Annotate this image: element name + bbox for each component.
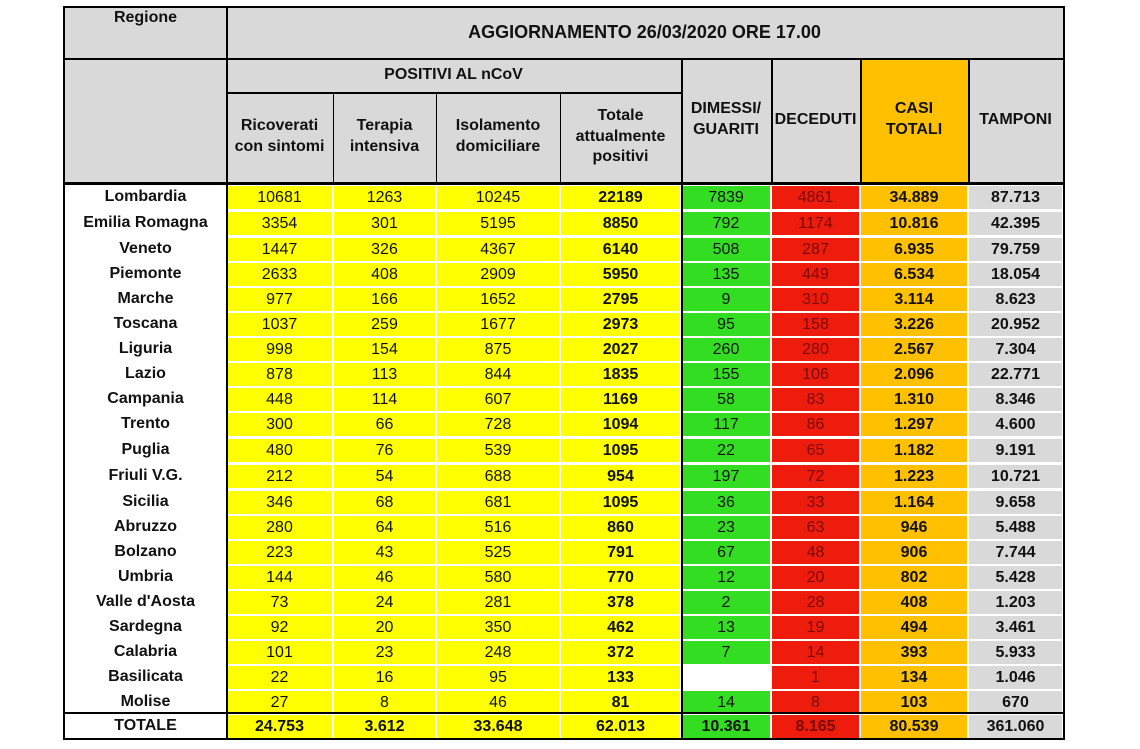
regione-label: Campania (107, 390, 184, 407)
cell-deceduti: 19 (772, 615, 859, 639)
cell-tamponi: 7.744 (969, 540, 1062, 564)
regione-label: Sicilia (122, 493, 169, 510)
cell-isolamento: 33.648 (437, 714, 559, 738)
header-isolamento: Isolamento domiciliare (436, 92, 560, 182)
cell-tamponi: 1.203 (969, 590, 1062, 614)
cell-dimessi: 58 (682, 387, 770, 411)
cell-tamponi: 7.304 (969, 337, 1062, 361)
grid-line (681, 58, 683, 740)
cell-ricoverati: 346 (227, 490, 332, 514)
header-positivi-group: POSITIVI AL nCoV (226, 58, 681, 92)
cell-isolamento: 350 (437, 615, 559, 639)
cell-tamponi: 5.488 (969, 515, 1062, 539)
cell-tamponi: 20.952 (969, 312, 1062, 336)
regione-label: Piemonte (109, 265, 182, 282)
cell-deceduti: 83 (772, 387, 859, 411)
cell-deceduti: 63 (772, 515, 859, 539)
cell-ricoverati: 27 (227, 690, 332, 714)
cell-isolamento: 516 (437, 515, 559, 539)
cell-totale-positivi: 1169 (561, 387, 680, 411)
grid-line (65, 58, 1063, 60)
cell-isolamento: 539 (437, 438, 559, 462)
cell-casi-totali: 34.889 (861, 185, 967, 209)
cell-terapia: 16 (334, 665, 435, 689)
cell-totale-positivi: 462 (561, 615, 680, 639)
cell-deceduti: 65 (772, 438, 859, 462)
cell-casi-totali: 408 (861, 590, 967, 614)
cell-tamponi: 9.191 (969, 438, 1062, 462)
cell-tamponi: 79.759 (969, 237, 1062, 261)
cell-dimessi: 197 (682, 464, 770, 488)
cell-tamponi: 670 (969, 690, 1062, 714)
regione-label: Calabria (113, 643, 178, 660)
cell-totale-positivi: 2795 (561, 287, 680, 311)
cell-ricoverati: 3354 (227, 211, 332, 235)
cell-terapia: 43 (334, 540, 435, 564)
regione-label: Liguria (118, 340, 173, 357)
grid-line (968, 58, 970, 182)
cell-isolamento: 5195 (437, 211, 559, 235)
cell-isolamento: 525 (437, 540, 559, 564)
cell-totale-positivi: 8850 (561, 211, 680, 235)
regione-label: Lazio (125, 365, 166, 382)
cell-deceduti: 287 (772, 237, 859, 261)
cell-totale-positivi: 1835 (561, 362, 680, 386)
cell-deceduti: 280 (772, 337, 859, 361)
cell-terapia: 166 (334, 287, 435, 311)
header-update: AGGIORNAMENTO 26/03/2020 ORE 17.00 (226, 8, 1063, 58)
cell-terapia: 54 (334, 464, 435, 488)
cell-casi-totali: 2.567 (861, 337, 967, 361)
regione-label: Lombardia (104, 188, 187, 205)
header-totale-positivi: Totale attualmente positivi (560, 92, 681, 182)
cell-terapia: 259 (334, 312, 435, 336)
cell-dimessi: 22 (682, 438, 770, 462)
grid-line (333, 92, 334, 182)
cell-dimessi: 67 (682, 540, 770, 564)
header-tamponi: TAMPONI (968, 58, 1063, 182)
cell-tamponi: 5.428 (969, 565, 1062, 589)
cell-dimessi: 9 (682, 287, 770, 311)
cell-terapia: 408 (334, 262, 435, 286)
cell-deceduti: 449 (772, 262, 859, 286)
cell-tamponi: 22.771 (969, 362, 1062, 386)
regione-label: Puglia (121, 441, 170, 458)
cell-totale-positivi: 6140 (561, 237, 680, 261)
cell-tamponi: 4.600 (969, 412, 1062, 436)
cell-casi-totali: 3.114 (861, 287, 967, 311)
cell-dimessi: 155 (682, 362, 770, 386)
cell-isolamento: 248 (437, 640, 559, 664)
grid-line (860, 58, 862, 182)
covid-table (63, 6, 1065, 740)
regione-label: Umbria (117, 568, 174, 585)
regione-label: Sardegna (109, 618, 182, 635)
cell-deceduti: 1174 (772, 211, 859, 235)
cell-deceduti: 72 (772, 464, 859, 488)
cell-totale-positivi: 378 (561, 590, 680, 614)
cell-deceduti: 8 (772, 690, 859, 714)
cell-totale-positivi: 770 (561, 565, 680, 589)
cell-dimessi: 7839 (682, 185, 770, 209)
cell-ricoverati: 300 (227, 412, 332, 436)
cell-tamponi: 87.713 (969, 185, 1062, 209)
grid-line (65, 712, 1063, 714)
regione-label: Friuli V.G. (108, 467, 183, 484)
cell-dimessi: 135 (682, 262, 770, 286)
cell-terapia: 46 (334, 565, 435, 589)
cell-casi-totali: 3.226 (861, 312, 967, 336)
cell-terapia: 1263 (334, 185, 435, 209)
cell-terapia: 68 (334, 490, 435, 514)
cell-terapia: 66 (334, 412, 435, 436)
cell-ricoverati: 448 (227, 387, 332, 411)
header-regione: Regione (65, 8, 226, 182)
cell-casi-totali: 906 (861, 540, 967, 564)
header-dimessi: DIMESSI/ GUARITI (681, 58, 771, 182)
cell-isolamento: 688 (437, 464, 559, 488)
regione-label: Bolzano (114, 543, 177, 560)
cell-totale-positivi: 791 (561, 540, 680, 564)
regione-label: Emilia Romagna (83, 214, 208, 231)
cell-ricoverati: 223 (227, 540, 332, 564)
cell-deceduti: 28 (772, 590, 859, 614)
cell-ricoverati: 212 (227, 464, 332, 488)
cell-ricoverati: 144 (227, 565, 332, 589)
cell-ricoverati: 10681 (227, 185, 332, 209)
cell-isolamento: 46 (437, 690, 559, 714)
cell-totale-positivi: 860 (561, 515, 680, 539)
cell-dimessi: 7 (682, 640, 770, 664)
cell-casi-totali: 946 (861, 515, 967, 539)
regione-label: Abruzzo (113, 518, 178, 535)
cell-deceduti: 1 (772, 665, 859, 689)
cell-tamponi: 361.060 (969, 714, 1062, 738)
cell-isolamento: 681 (437, 490, 559, 514)
cell-casi-totali: 494 (861, 615, 967, 639)
header-casi-totali: CASI TOTALI (860, 58, 968, 182)
cell-casi-totali: 1.297 (861, 412, 967, 436)
cell-casi-totali: 103 (861, 690, 967, 714)
header-deceduti: DECEDUTI (771, 58, 860, 182)
cell-dimessi: 508 (682, 237, 770, 261)
cell-totale-positivi: 133 (561, 665, 680, 689)
cell-casi-totali: 1.223 (861, 464, 967, 488)
cell-casi-totali: 134 (861, 665, 967, 689)
cell-ricoverati: 998 (227, 337, 332, 361)
cell-dimessi: 36 (682, 490, 770, 514)
cell-casi-totali: 1.182 (861, 438, 967, 462)
cell-ricoverati: 977 (227, 287, 332, 311)
cell-ricoverati: 73 (227, 590, 332, 614)
cell-terapia: 23 (334, 640, 435, 664)
cell-casi-totali: 2.096 (861, 362, 967, 386)
grid-line (771, 58, 773, 182)
cell-ricoverati: 280 (227, 515, 332, 539)
cell-dimessi: 10.361 (682, 714, 770, 738)
cell-isolamento: 728 (437, 412, 559, 436)
cell-totale-positivi: 1094 (561, 412, 680, 436)
cell-isolamento: 95 (437, 665, 559, 689)
regione-label: Basilicata (108, 668, 183, 685)
cell-isolamento: 844 (437, 362, 559, 386)
cell-tamponi: 10.721 (969, 464, 1062, 488)
header-ricoverati: Ricoverati con sintomi (226, 92, 333, 182)
cell-terapia: 301 (334, 211, 435, 235)
cell-ricoverati: 22 (227, 665, 332, 689)
cell-terapia: 20 (334, 615, 435, 639)
cell-tamponi: 8.346 (969, 387, 1062, 411)
cell-tamponi: 18.054 (969, 262, 1062, 286)
cell-terapia: 154 (334, 337, 435, 361)
cell-dimessi: 2 (682, 590, 770, 614)
cell-totale-positivi: 1095 (561, 438, 680, 462)
regione-label: Molise (120, 693, 171, 710)
cell-dimessi: 23 (682, 515, 770, 539)
cell-dimessi: 260 (682, 337, 770, 361)
cell-totale-positivi: 5950 (561, 262, 680, 286)
regione-label: Valle d'Aosta (96, 593, 195, 610)
cell-tamponi: 42.395 (969, 211, 1062, 235)
cell-dimessi: 12 (682, 565, 770, 589)
cell-terapia: 3.612 (334, 714, 435, 738)
cell-isolamento: 4367 (437, 237, 559, 261)
cell-terapia: 8 (334, 690, 435, 714)
cell-isolamento: 2909 (437, 262, 559, 286)
cell-isolamento: 1652 (437, 287, 559, 311)
cell-tamponi: 1.046 (969, 665, 1062, 689)
cell-casi-totali: 393 (861, 640, 967, 664)
cell-ricoverati: 101 (227, 640, 332, 664)
cell-ricoverati: 1037 (227, 312, 332, 336)
cell-totale-positivi: 2027 (561, 337, 680, 361)
cell-totale-positivi: 1095 (561, 490, 680, 514)
cell-isolamento: 875 (437, 337, 559, 361)
cell-terapia: 326 (334, 237, 435, 261)
cell-casi-totali: 1.164 (861, 490, 967, 514)
cell-dimessi (682, 665, 770, 689)
grid-line (226, 8, 228, 740)
cell-isolamento: 10245 (437, 185, 559, 209)
cell-deceduti: 14 (772, 640, 859, 664)
cell-totale-positivi: 62.013 (561, 714, 680, 738)
cell-tamponi: 9.658 (969, 490, 1062, 514)
cell-dimessi: 14 (682, 690, 770, 714)
cell-casi-totali: 80.539 (861, 714, 967, 738)
cell-ricoverati: 1447 (227, 237, 332, 261)
cell-tamponi: 8.623 (969, 287, 1062, 311)
cell-totale-positivi: 2973 (561, 312, 680, 336)
cell-totale-positivi: 81 (561, 690, 680, 714)
cell-dimessi: 117 (682, 412, 770, 436)
cell-deceduti: 48 (772, 540, 859, 564)
cell-terapia: 76 (334, 438, 435, 462)
cell-isolamento: 607 (437, 387, 559, 411)
cell-tamponi: 5.933 (969, 640, 1062, 664)
cell-totale-positivi: 954 (561, 464, 680, 488)
cell-totale-positivi: 372 (561, 640, 680, 664)
cell-casi-totali: 6.534 (861, 262, 967, 286)
cell-casi-totali: 1.310 (861, 387, 967, 411)
cell-terapia: 24 (334, 590, 435, 614)
cell-deceduti: 33 (772, 490, 859, 514)
cell-deceduti: 4861 (772, 185, 859, 209)
cell-dimessi: 95 (682, 312, 770, 336)
cell-terapia: 64 (334, 515, 435, 539)
cell-ricoverati: 2633 (227, 262, 332, 286)
cell-isolamento: 281 (437, 590, 559, 614)
cell-tamponi: 3.461 (969, 615, 1062, 639)
cell-dimessi: 13 (682, 615, 770, 639)
cell-deceduti: 310 (772, 287, 859, 311)
regione-label: Toscana (113, 315, 178, 332)
cell-isolamento: 580 (437, 565, 559, 589)
cell-terapia: 113 (334, 362, 435, 386)
cell-deceduti: 86 (772, 412, 859, 436)
grid-line (65, 182, 1063, 185)
regione-label: Veneto (119, 240, 172, 257)
header-terapia: Terapia intensiva (333, 92, 436, 182)
cell-ricoverati: 480 (227, 438, 332, 462)
cell-isolamento: 1677 (437, 312, 559, 336)
grid-line (226, 92, 681, 94)
regione-label: TOTALE (114, 717, 177, 734)
cell-ricoverati: 92 (227, 615, 332, 639)
cell-totale-positivi: 22189 (561, 185, 680, 209)
cell-casi-totali: 10.816 (861, 211, 967, 235)
cell-deceduti: 158 (772, 312, 859, 336)
regione-label: Trento (121, 415, 170, 432)
regione-label: Marche (117, 290, 174, 307)
cell-deceduti: 8.165 (772, 714, 859, 738)
cell-dimessi: 792 (682, 211, 770, 235)
cell-casi-totali: 6.935 (861, 237, 967, 261)
cell-casi-totali: 802 (861, 565, 967, 589)
cell-ricoverati: 878 (227, 362, 332, 386)
cell-terapia: 114 (334, 387, 435, 411)
grid-line (436, 92, 437, 182)
cell-ricoverati: 24.753 (227, 714, 332, 738)
grid-line (560, 92, 561, 182)
cell-deceduti: 106 (772, 362, 859, 386)
cell-deceduti: 20 (772, 565, 859, 589)
